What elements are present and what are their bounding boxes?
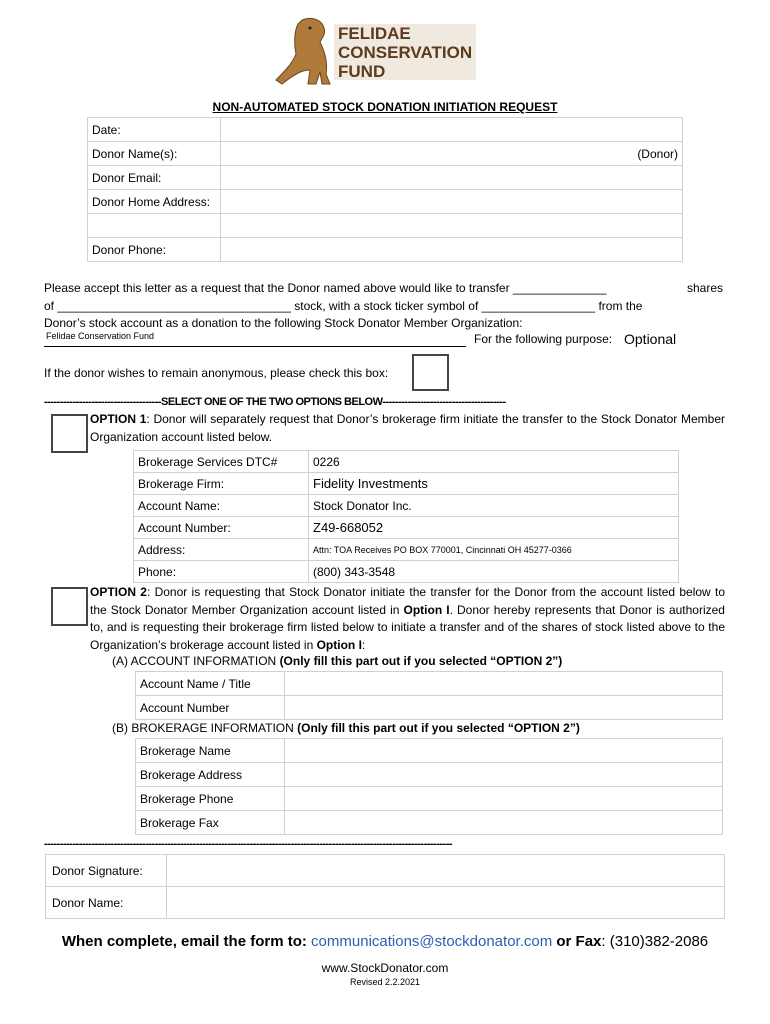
signature-label: Donor Signature:	[46, 855, 167, 887]
firm-label: Brokerage Firm:	[134, 473, 309, 495]
logo-line1: FELIDAE	[338, 24, 411, 43]
donor-name-field[interactable]	[167, 887, 725, 919]
brokerage-info-table	[135, 738, 723, 835]
donor-address-label-2	[88, 214, 221, 238]
request-line2: of ___________________________________ stock, with a stock ticker symbol of _________________ from the	[44, 298, 643, 313]
option2-body-b: . Donor hereby represents that Donor is authorized to, and is requesting their brokerage firm listed below to initiate a transfer and of the shares of stock listed above to the Organization’s brokerage account listed in	[90, 602, 725, 652]
org-value: Felidae Conservation Fund	[46, 331, 155, 341]
donor-address-field-2[interactable]	[221, 214, 683, 238]
option1-text	[90, 411, 725, 446]
option2-text	[90, 584, 725, 654]
account-info-table	[135, 671, 723, 720]
donor-address-field[interactable]	[221, 190, 683, 214]
option1-title: OPTION 1	[90, 412, 147, 426]
section-a-note: (Only fill this part out if you selected “OPTION 2”)	[279, 654, 563, 668]
date-field[interactable]	[221, 118, 683, 142]
revised-date: Revised 2.2.2021	[349, 977, 421, 987]
purpose-value[interactable]: Optional	[624, 331, 677, 347]
anonymous-label: If the donor wishes to remain anonymous, please check this box:	[44, 366, 389, 380]
logo-line2: CONSERVATION	[338, 43, 473, 62]
acct-number-field[interactable]	[285, 696, 723, 720]
cougar-icon	[272, 14, 336, 88]
section-a-label: (A) ACCOUNT INFORMATION	[112, 654, 280, 668]
donor-email-field[interactable]	[221, 166, 683, 190]
donor-suffix: (Donor)	[637, 146, 678, 161]
option2-body-c: :	[361, 637, 366, 652]
option1-table	[133, 450, 679, 583]
brokerage-name-label: Brokerage Name	[136, 739, 285, 763]
section-b-heading	[112, 721, 580, 735]
donor-email-label: Donor Email:	[88, 166, 221, 190]
brokerage-fax-label: Brokerage Fax	[136, 811, 285, 835]
donor-phone-field[interactable]	[221, 238, 683, 262]
donor-names-field[interactable]	[221, 142, 683, 166]
signature-field[interactable]	[167, 855, 725, 887]
acct-title-field[interactable]	[285, 672, 723, 696]
footer-pre: When complete, email the form to:	[61, 933, 312, 950]
option2-body-a: : Donor is requesting that Stock Donator initiate the transfer for the Donor from the account listed below to the Stock Donator Member Organization account listed in	[90, 585, 725, 617]
address-label: Address:	[134, 539, 309, 561]
option2-checkbox[interactable]	[51, 587, 88, 626]
footer-instructions	[0, 933, 770, 950]
section-b-label: (B) BROKERAGE INFORMATION	[112, 721, 298, 735]
request-shares: shares	[686, 281, 723, 295]
request-line1: Please accept this letter as a request that the Donor named above would like to transfer ______________	[44, 281, 607, 295]
brokerage-fax-field[interactable]	[285, 811, 723, 835]
logo-line3: FUND	[338, 62, 386, 81]
brokerage-name-field[interactable]	[285, 739, 723, 763]
date-label: Date:	[88, 118, 221, 142]
donor-phone-label: Donor Phone:	[88, 238, 221, 262]
logo	[272, 14, 482, 88]
account-name-label: Account Name:	[134, 495, 309, 517]
firm-value: Fidelity Investments	[309, 473, 679, 495]
anonymous-checkbox[interactable]	[412, 354, 449, 391]
brokerage-address-label: Brokerage Address	[136, 763, 285, 787]
phone-value: (800) 343-3548	[309, 561, 679, 583]
fax-number: : (310)382-2086	[601, 933, 709, 950]
option2-ref2: Option I	[316, 637, 362, 652]
brokerage-phone-label: Brokerage Phone	[136, 787, 285, 811]
option1-body: : Donor will separately request that Donor’s brokerage firm initiate the transfer to the Stock Donator Member Organization account listed below.	[90, 412, 725, 444]
account-number-value: Z49-668052	[309, 517, 679, 539]
signature-table	[45, 854, 725, 919]
section-a-heading	[112, 654, 562, 668]
option2-title: OPTION 2	[90, 585, 147, 599]
donor-info-table	[87, 117, 683, 262]
section-b-note: (Only fill this part out if you selected “OPTION 2”)	[297, 721, 580, 735]
dtc-value: 0226	[309, 451, 679, 473]
request-paragraph	[44, 280, 725, 333]
donor-address-label: Donor Home Address:	[88, 190, 221, 214]
donor-names-label: Donor Name(s):	[88, 142, 221, 166]
purpose-label: For the following purpose:	[474, 332, 613, 346]
option1-checkbox[interactable]	[51, 414, 88, 453]
org-underline	[44, 346, 466, 347]
form-title: NON-AUTOMATED STOCK DONATION INITIATION REQUEST	[212, 100, 558, 114]
brokerage-phone-field[interactable]	[285, 787, 723, 811]
acct-title-label: Account Name / Title	[136, 672, 285, 696]
account-name-value: Stock Donator Inc.	[309, 495, 679, 517]
brokerage-address-field[interactable]	[285, 763, 723, 787]
donor-name-label: Donor Name:	[46, 887, 167, 919]
dtc-label: Brokerage Services DTC#	[134, 451, 309, 473]
address-value: Attn: TOA Receives PO BOX 770001, Cincinnati OH 45277-0366	[309, 539, 679, 561]
website[interactable]: www.StockDonator.com	[321, 961, 449, 975]
footer-mid: or Fax	[552, 933, 602, 950]
phone-label: Phone:	[134, 561, 309, 583]
acct-number-label: Account Number	[136, 696, 285, 720]
select-divider: -------------------------------------SELECT ONE OF THE TWO OPTIONS BELOW---------------------------------------	[44, 396, 506, 408]
option2-ref: Option I	[403, 602, 450, 617]
bottom-divider: ---------------------------------------------------------------------------------------------------------------------------------	[44, 838, 453, 850]
email-link[interactable]: communications@stockdonator.com	[311, 933, 553, 950]
account-number-label: Account Number:	[134, 517, 309, 539]
request-line3: Donor’s stock account as a donation to the following Stock Donator Member Organization:	[44, 316, 523, 330]
